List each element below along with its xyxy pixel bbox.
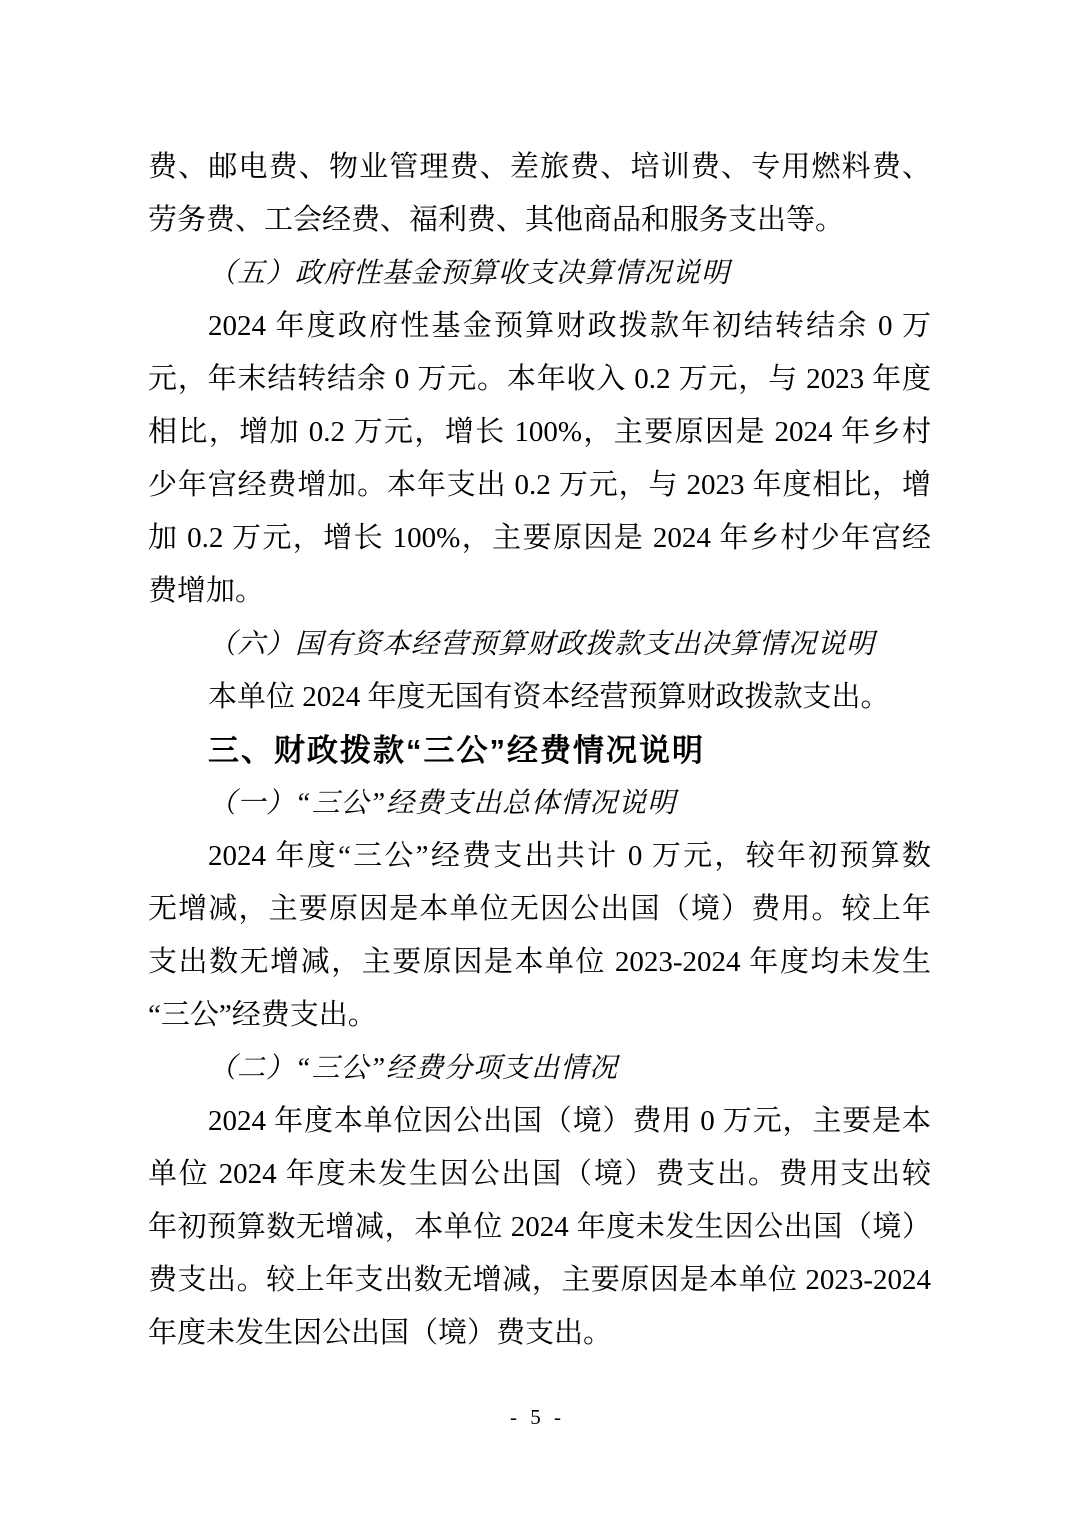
document-line: 费支出。较上年支出数无增减，主要原因是本单位 2023-2024 (148, 1264, 931, 1296)
document-line: 费、邮电费、物业管理费、差旅费、培训费、专用燃料费、 (148, 151, 931, 183)
document-line: “三公”经费支出。 (148, 999, 377, 1031)
document-line: 年度未发生因公出国（境）费支出。 (148, 1317, 613, 1349)
document-line: 加 0.2 万元，增长 100%，主要原因是 2024 年乡村少年宫经 (148, 522, 931, 554)
document-line: （二）“三公”经费分项支出情况 (208, 1053, 619, 1084)
document-line: （一）“三公”经费支出总体情况说明 (208, 788, 677, 819)
document-line: 年初预算数无增减，本单位 2024 年度未发生因公出国（境） (148, 1211, 931, 1243)
document-line: 三、财政拨款“三公”经费情况说明 (208, 733, 705, 768)
document-line: 少年宫经费增加。本年支出 0.2 万元，与 2023 年度相比，增 (148, 469, 931, 501)
document-line: 本单位 2024 年度无国有资本经营预算财政拨款支出。 (208, 681, 890, 713)
document-line: 2024 年度“三公”经费支出共计 0 万元，较年初预算数 (208, 840, 931, 872)
page-number: - 5 - (510, 1405, 565, 1429)
document-line: （五）政府性基金预算收支决算情况说明 (208, 258, 731, 289)
document-body (148, 141, 931, 1360)
document-line: 费增加。 (148, 575, 265, 607)
document-line: 2024 年度本单位因公出国（境）费用 0 万元，主要是本 (208, 1105, 931, 1137)
document-line: 无增减，主要原因是本单位无因公出国（境）费用。较上年 (148, 893, 931, 925)
document-line: 元，年末结转结余 0 万元。本年收入 0.2 万元，与 2023 年度 (148, 363, 931, 395)
document-line: （六）国有资本经营预算财政拨款支出决算情况说明 (208, 629, 876, 660)
document-line: 单位 2024 年度未发生因公出国（境）费支出。费用支出较 (148, 1158, 931, 1190)
document-line: 劳务费、工会经费、福利费、其他商品和服务支出等。 (148, 204, 845, 236)
document-line: 2024 年度政府性基金预算财政拨款年初结转结余 0 万 (208, 310, 931, 342)
document-line: 支出数无增减，主要原因是本单位 2023-2024 年度均未发生 (148, 946, 931, 978)
document-line: 相比，增加 0.2 万元，增长 100%，主要原因是 2024 年乡村 (148, 416, 931, 448)
